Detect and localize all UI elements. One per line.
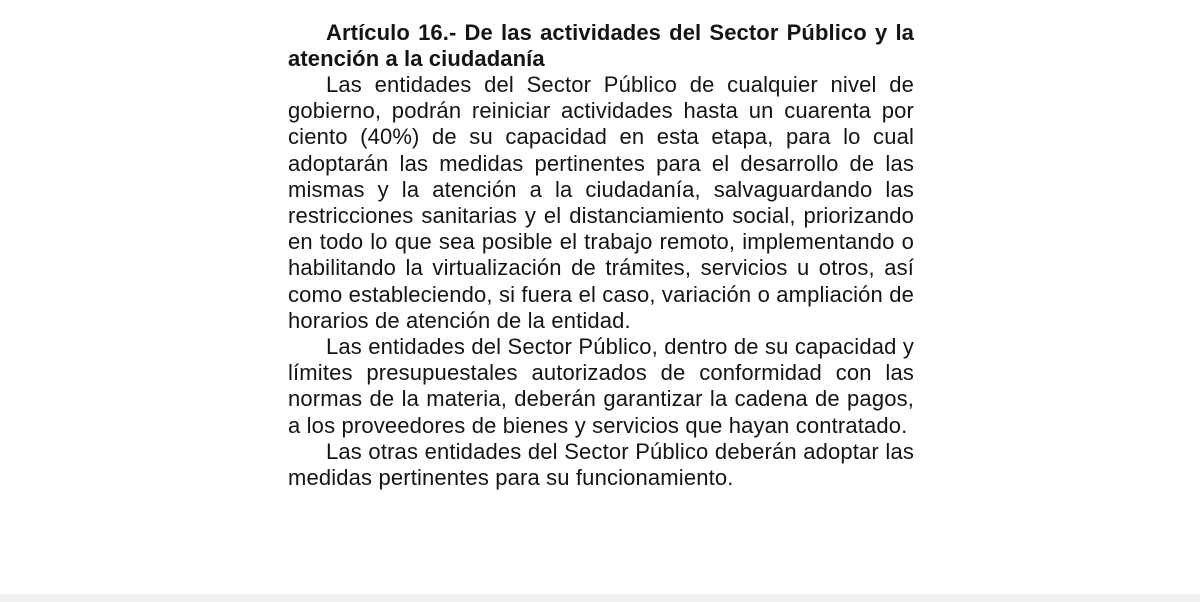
article-paragraph-3: Las otras entidades del Sector Público deberán adoptar las medidas pertinentes para su funcionamiento.	[288, 438, 914, 491]
document-page	[288, 20, 914, 491]
bottom-divider	[0, 594, 1200, 602]
article-paragraph-2: Las entidades del Sector Público, dentro de su capacidad y límites presupuestales autorizados de conformidad con las normas de la materia, deberán garantizar la cadena de pagos, a los proveedores de bienes y servicios que hayan contratado.	[288, 334, 914, 438]
article-paragraph-1: Las entidades del Sector Público de cualquier nivel de gobierno, podrán reiniciar actividades hasta un cuarenta por ciento (40%) de su capacidad en esta etapa, para lo cual adoptarán las medidas pertinentes para el desarrollo de las mismas y la atención a la ciudadanía, salvaguardando las restricciones sanitarias y el distanciamiento social, priorizando en todo lo que sea posible el trabajo remoto, implementando o habilitando la virtualización de trámites, servicios u otros, así como estableciendo, si fuera el caso, variación o ampliación de horarios de atención de la entidad.	[288, 72, 914, 333]
article-heading: Artículo 16.- De las actividades del Sector Público y la atención a la ciudadanía	[288, 20, 914, 71]
